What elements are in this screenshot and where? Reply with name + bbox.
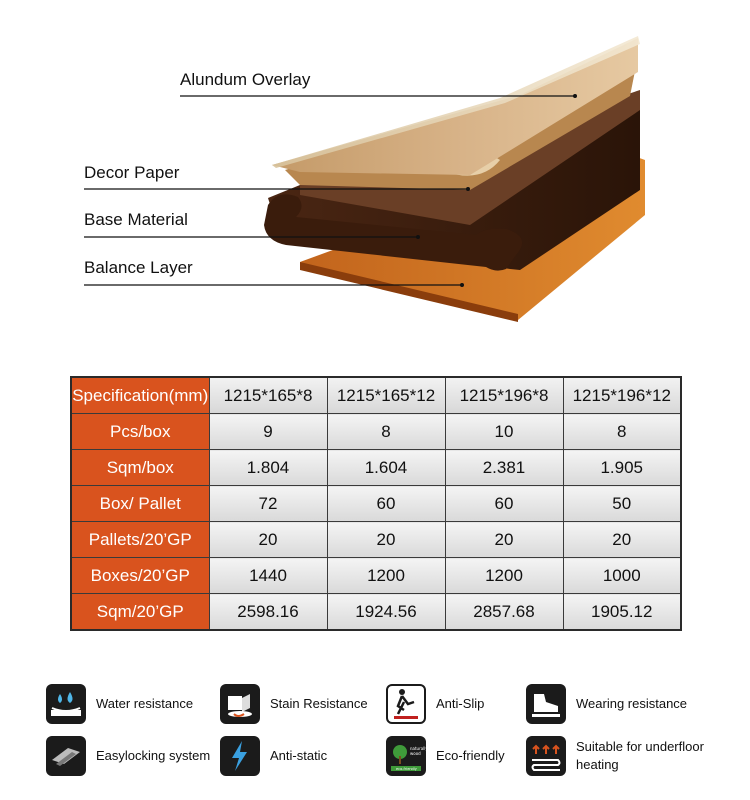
value-cell: 1000 xyxy=(563,558,681,594)
water-drop-icon xyxy=(46,684,86,724)
spec-header-cell: Specification(mm) xyxy=(71,377,209,414)
row-label-cell: Sqm/20’GP xyxy=(71,594,209,631)
flooring-layer-diagram xyxy=(0,0,750,340)
stain-icon xyxy=(220,684,260,724)
value-cell: 10 xyxy=(445,414,563,450)
label-balance-layer: Balance Layer xyxy=(84,258,193,277)
table-row xyxy=(71,414,681,450)
value-cell: 2598.16 xyxy=(209,594,327,631)
feature-easylocking-system xyxy=(46,736,210,776)
table-row xyxy=(71,486,681,522)
value-cell: 1924.56 xyxy=(327,594,445,631)
value-cell: 8 xyxy=(327,414,445,450)
tree-icon xyxy=(386,736,426,776)
feature-anti-static xyxy=(220,736,327,776)
label-decor-paper: Decor Paper xyxy=(84,163,180,182)
heating-icon xyxy=(526,736,566,776)
feature-underfloor-heating xyxy=(526,736,716,776)
value-cell: 60 xyxy=(327,486,445,522)
table-row xyxy=(71,594,681,631)
value-cell: 8 xyxy=(563,414,681,450)
label-base-material: Base Material xyxy=(84,210,188,229)
feature-water-resistance xyxy=(46,684,193,724)
feature-label: Easylocking system xyxy=(96,748,211,763)
value-cell: 1200 xyxy=(327,558,445,594)
feature-label: Water resistance xyxy=(96,696,194,711)
table-row xyxy=(71,450,681,486)
feature-label: Suitable for underfloor heating xyxy=(576,739,704,772)
table-header-row xyxy=(71,377,681,414)
feature-label: Stain Resistance xyxy=(270,696,368,711)
row-label-cell: Box/ Pallet xyxy=(71,486,209,522)
size-header-cell: 1215*196*12 xyxy=(563,377,681,414)
feature-stain-resistance xyxy=(220,684,368,724)
table-row xyxy=(71,558,681,594)
eco-bottom-text: eco-friendly xyxy=(396,767,417,771)
value-cell: 1.604 xyxy=(327,450,445,486)
shoe-icon xyxy=(526,684,566,724)
feature-label: Anti-static xyxy=(270,748,328,763)
specification-table xyxy=(70,376,682,631)
eco-top-text: naturally xyxy=(410,746,428,751)
value-cell: 60 xyxy=(445,486,563,522)
row-label-cell: Boxes/20’GP xyxy=(71,558,209,594)
value-cell: 2.381 xyxy=(445,450,563,486)
feature-label: Anti-Slip xyxy=(436,696,485,711)
value-cell: 9 xyxy=(209,414,327,450)
value-cell: 2857.68 xyxy=(445,594,563,631)
value-cell: 20 xyxy=(209,522,327,558)
feature-label: Wearing resistance xyxy=(576,696,688,711)
anti-slip-icon xyxy=(386,684,426,724)
size-header-cell: 1215*196*8 xyxy=(445,377,563,414)
value-cell: 50 xyxy=(563,486,681,522)
feature-anti-slip xyxy=(386,684,484,724)
feature-wearing-resistance xyxy=(526,684,687,724)
size-header-cell: 1215*165*12 xyxy=(327,377,445,414)
feature-eco-friendly xyxy=(386,736,505,776)
eco-mid-text: wood xyxy=(410,751,421,756)
size-header-cell: 1215*165*8 xyxy=(209,377,327,414)
value-cell: 1200 xyxy=(445,558,563,594)
lightning-icon xyxy=(220,736,260,776)
label-alundum-overlay: Alundum Overlay xyxy=(180,70,311,89)
value-cell: 1.905 xyxy=(563,450,681,486)
value-cell: 72 xyxy=(209,486,327,522)
value-cell: 1.804 xyxy=(209,450,327,486)
feature-label: Eco-friendly xyxy=(436,748,505,763)
lock-plank-icon xyxy=(46,736,86,776)
row-label-cell: Pallets/20’GP xyxy=(71,522,209,558)
value-cell: 20 xyxy=(563,522,681,558)
value-cell: 20 xyxy=(327,522,445,558)
value-cell: 1440 xyxy=(209,558,327,594)
table-row xyxy=(71,522,681,558)
row-label-cell: Sqm/box xyxy=(71,450,209,486)
value-cell: 20 xyxy=(445,522,563,558)
row-label-cell: Pcs/box xyxy=(71,414,209,450)
value-cell: 1905.12 xyxy=(563,594,681,631)
